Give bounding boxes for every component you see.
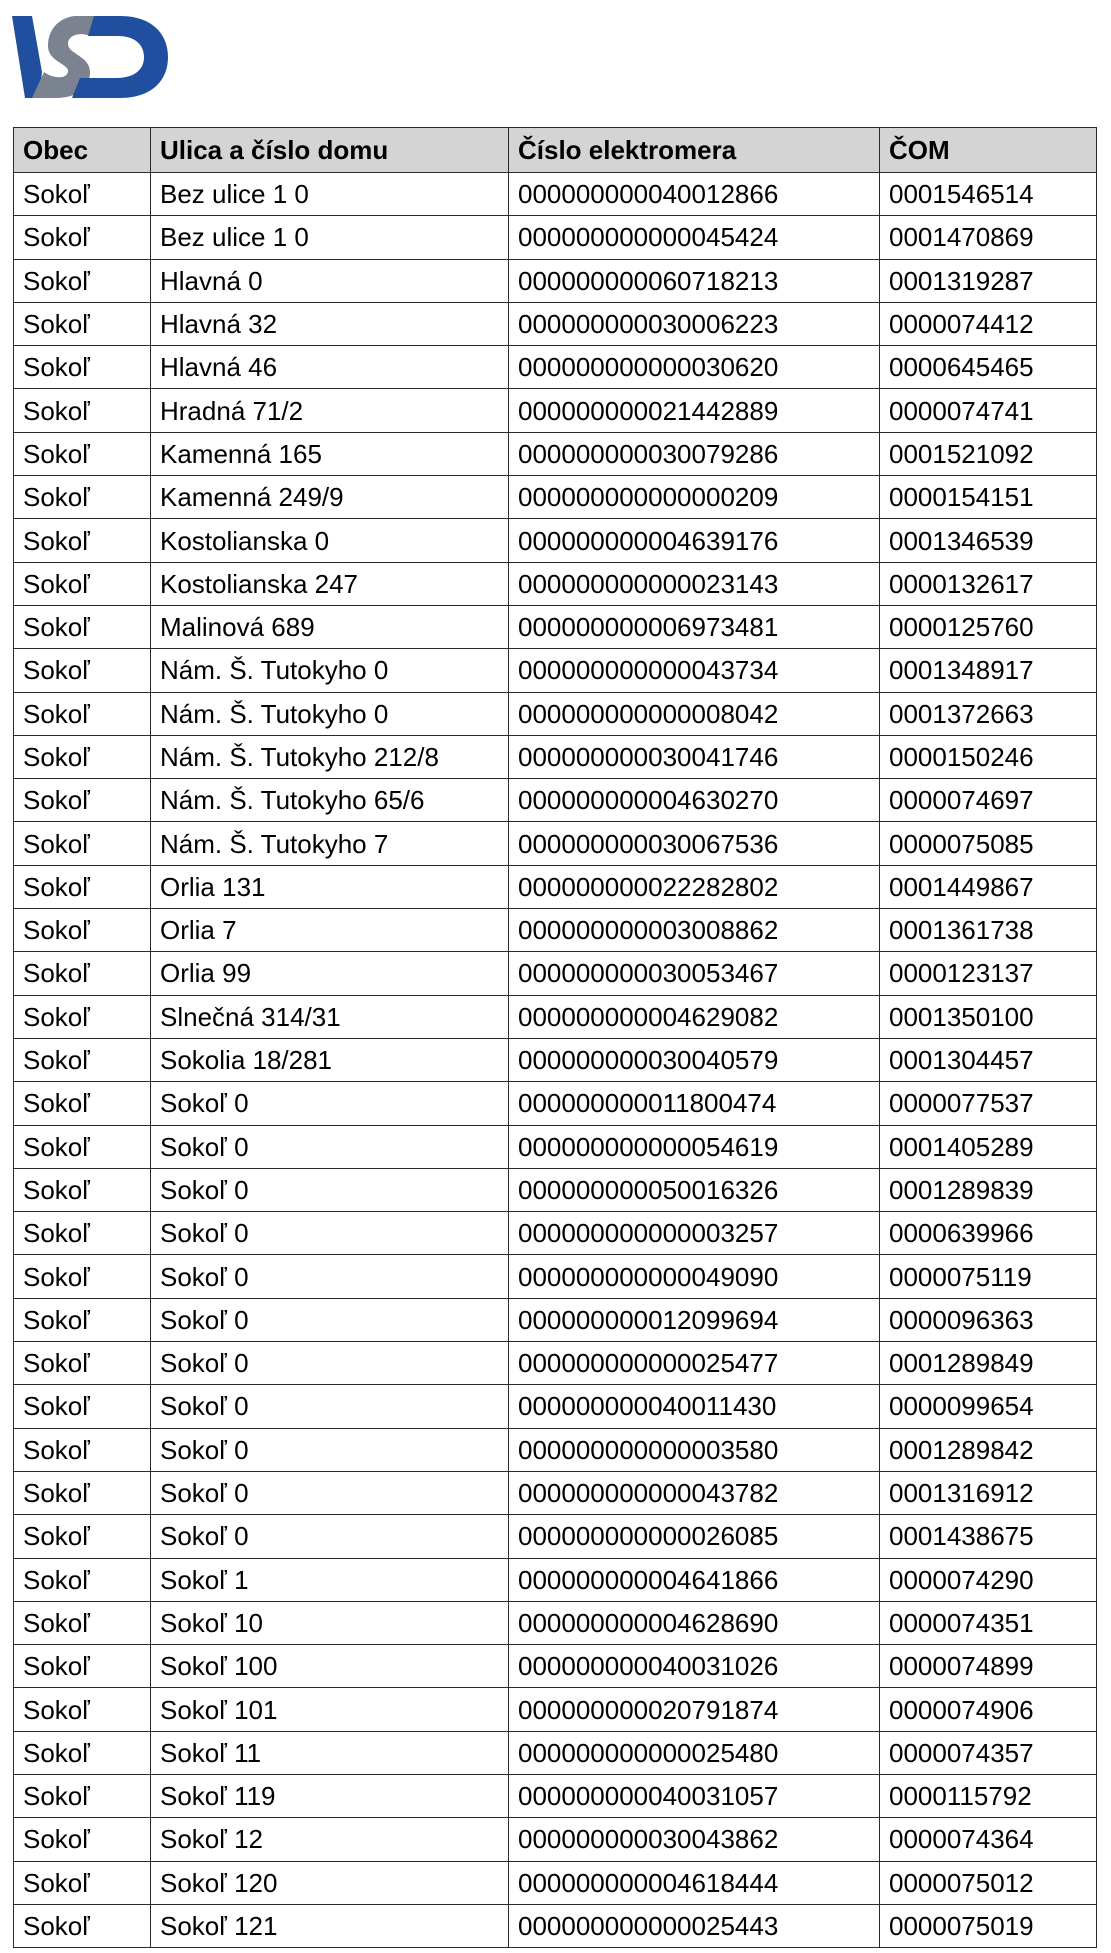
cell-ulica: Orlia 131: [151, 865, 509, 908]
table-header-row: [14, 128, 1097, 173]
table-row: [14, 1904, 1097, 1947]
cell-ulica: Sokoľ 0: [151, 1385, 509, 1428]
cell-obec: Sokoľ: [14, 216, 151, 259]
cell-cislo-elektromera: 000000000000003580: [509, 1428, 880, 1471]
cell-obec: Sokoľ: [14, 865, 151, 908]
cell-com: 0000075119: [880, 1255, 1097, 1298]
cell-ulica: Sokoľ 0: [151, 1125, 509, 1168]
cell-cislo-elektromera: 000000000021442889: [509, 389, 880, 432]
cell-com: 0000074357: [880, 1731, 1097, 1774]
cell-com: 0000132617: [880, 562, 1097, 605]
cell-com: 0000074290: [880, 1558, 1097, 1601]
cell-obec: Sokoľ: [14, 1125, 151, 1168]
cell-obec: Sokoľ: [14, 1212, 151, 1255]
vsd-logo-mark: [12, 14, 168, 100]
table-row: [14, 519, 1097, 562]
cell-com: 0000099654: [880, 1385, 1097, 1428]
cell-ulica: Sokoľ 0: [151, 1082, 509, 1125]
cell-ulica: Sokoľ 0: [151, 1342, 509, 1385]
cell-obec: Sokoľ: [14, 432, 151, 475]
cell-com: 0000074364: [880, 1818, 1097, 1861]
cell-com: 0000075085: [880, 822, 1097, 865]
cell-obec: Sokoľ: [14, 952, 151, 995]
cell-ulica: Nám. Š. Tutokyho 7: [151, 822, 509, 865]
cell-obec: Sokoľ: [14, 735, 151, 778]
cell-com: 0000075012: [880, 1861, 1097, 1904]
cell-obec: Sokoľ: [14, 1774, 151, 1817]
cell-obec: Sokoľ: [14, 259, 151, 302]
cell-cislo-elektromera: 000000000000043734: [509, 649, 880, 692]
cell-ulica: Sokoľ 121: [151, 1904, 509, 1947]
table-row: [14, 952, 1097, 995]
table-row: [14, 1471, 1097, 1514]
header-ulica: Ulica a číslo domu: [151, 128, 509, 173]
cell-com: 0000123137: [880, 952, 1097, 995]
cell-com: 0001361738: [880, 909, 1097, 952]
table-row: [14, 1861, 1097, 1904]
cell-com: 0001470869: [880, 216, 1097, 259]
cell-obec: Sokoľ: [14, 1428, 151, 1471]
table-row: [14, 1255, 1097, 1298]
cell-obec: Sokoľ: [14, 779, 151, 822]
table-row: [14, 605, 1097, 648]
cell-cislo-elektromera: 000000000003008862: [509, 909, 880, 952]
cell-com: 0000150246: [880, 735, 1097, 778]
table-row: [14, 1558, 1097, 1601]
cell-cislo-elektromera: 000000000030079286: [509, 432, 880, 475]
table-row: [14, 1601, 1097, 1644]
cell-obec: Sokoľ: [14, 1818, 151, 1861]
cell-obec: Sokoľ: [14, 692, 151, 735]
cell-obec: Sokoľ: [14, 389, 151, 432]
table-row: [14, 1342, 1097, 1385]
cell-cislo-elektromera: 000000000000030620: [509, 346, 880, 389]
cell-com: 0001521092: [880, 432, 1097, 475]
cell-cislo-elektromera: 000000000000025477: [509, 1342, 880, 1385]
table-row: [14, 1774, 1097, 1817]
cell-ulica: Sokoľ 12: [151, 1818, 509, 1861]
cell-com: 0001319287: [880, 259, 1097, 302]
cell-obec: Sokoľ: [14, 562, 151, 605]
table-row: [14, 909, 1097, 952]
cell-ulica: Hradná 71/2: [151, 389, 509, 432]
cell-com: 0000074697: [880, 779, 1097, 822]
table-row: [14, 1645, 1097, 1688]
table-row: [14, 865, 1097, 908]
table-row: [14, 1385, 1097, 1428]
cell-ulica: Sokoľ 1: [151, 1558, 509, 1601]
cell-ulica: Bez ulice 1 0: [151, 173, 509, 216]
cell-cislo-elektromera: 000000000011800474: [509, 1082, 880, 1125]
table-row: [14, 432, 1097, 475]
cell-obec: Sokoľ: [14, 1168, 151, 1211]
cell-cislo-elektromera: 000000000004628690: [509, 1601, 880, 1644]
table-row: [14, 1515, 1097, 1558]
cell-cislo-elektromera: 000000000004630270: [509, 779, 880, 822]
cell-cislo-elektromera: 000000000000049090: [509, 1255, 880, 1298]
cell-com: 0000074412: [880, 302, 1097, 345]
cell-com: 0001350100: [880, 995, 1097, 1038]
cell-obec: Sokoľ: [14, 909, 151, 952]
cell-cislo-elektromera: 000000000006973481: [509, 605, 880, 648]
cell-ulica: Nám. Š. Tutokyho 212/8: [151, 735, 509, 778]
cell-com: 0001289842: [880, 1428, 1097, 1471]
table-row: [14, 173, 1097, 216]
cell-obec: Sokoľ: [14, 1558, 151, 1601]
cell-com: 0001372663: [880, 692, 1097, 735]
cell-ulica: Orlia 7: [151, 909, 509, 952]
table-row: [14, 649, 1097, 692]
cell-com: 0000639966: [880, 1212, 1097, 1255]
cell-cislo-elektromera: 000000000000003257: [509, 1212, 880, 1255]
cell-ulica: Sokoľ 0: [151, 1212, 509, 1255]
table-row: [14, 735, 1097, 778]
cell-obec: Sokoľ: [14, 1385, 151, 1428]
table-row: [14, 1125, 1097, 1168]
logo-letter-v: [12, 16, 42, 98]
cell-obec: Sokoľ: [14, 302, 151, 345]
cell-ulica: Sokolia 18/281: [151, 1038, 509, 1081]
cell-ulica: Malinová 689: [151, 605, 509, 648]
cell-ulica: Sokoľ 0: [151, 1168, 509, 1211]
vsd-logo: [12, 14, 168, 100]
cell-obec: Sokoľ: [14, 1342, 151, 1385]
cell-cislo-elektromera: 000000000000026085: [509, 1515, 880, 1558]
cell-obec: Sokoľ: [14, 1731, 151, 1774]
cell-ulica: Hlavná 32: [151, 302, 509, 345]
cell-cislo-elektromera: 000000000022282802: [509, 865, 880, 908]
cell-cislo-elektromera: 000000000004641866: [509, 1558, 880, 1601]
cell-cislo-elektromera: 000000000000025480: [509, 1731, 880, 1774]
cell-obec: Sokoľ: [14, 1255, 151, 1298]
table-row: [14, 995, 1097, 1038]
cell-obec: Sokoľ: [14, 1861, 151, 1904]
cell-ulica: Orlia 99: [151, 952, 509, 995]
cell-com: 0000074906: [880, 1688, 1097, 1731]
table-row: [14, 302, 1097, 345]
cell-ulica: Kamenná 249/9: [151, 476, 509, 519]
cell-cislo-elektromera: 000000000040011430: [509, 1385, 880, 1428]
cell-ulica: Sokoľ 0: [151, 1515, 509, 1558]
cell-cislo-elektromera: 000000000000000209: [509, 476, 880, 519]
cell-ulica: Sokoľ 0: [151, 1255, 509, 1298]
table-row: [14, 822, 1097, 865]
cell-ulica: Sokoľ 100: [151, 1645, 509, 1688]
table-row: [14, 779, 1097, 822]
table-row: [14, 259, 1097, 302]
cell-com: 0000074741: [880, 389, 1097, 432]
meter-table: [13, 127, 1097, 1948]
cell-obec: Sokoľ: [14, 519, 151, 562]
table-row: [14, 1038, 1097, 1081]
cell-obec: Sokoľ: [14, 822, 151, 865]
cell-obec: Sokoľ: [14, 1038, 151, 1081]
cell-obec: Sokoľ: [14, 995, 151, 1038]
cell-ulica: Sokoľ 101: [151, 1688, 509, 1731]
table-row: [14, 562, 1097, 605]
cell-com: 0001449867: [880, 865, 1097, 908]
table-row: [14, 1168, 1097, 1211]
cell-com: 0000077537: [880, 1082, 1097, 1125]
cell-com: 0001316912: [880, 1471, 1097, 1514]
cell-com: 0000074351: [880, 1601, 1097, 1644]
cell-obec: Sokoľ: [14, 649, 151, 692]
cell-obec: Sokoľ: [14, 1688, 151, 1731]
cell-obec: Sokoľ: [14, 173, 151, 216]
cell-obec: Sokoľ: [14, 1515, 151, 1558]
cell-com: 0000115792: [880, 1774, 1097, 1817]
cell-com: 0001546514: [880, 173, 1097, 216]
cell-com: 0001289839: [880, 1168, 1097, 1211]
cell-com: 0001348917: [880, 649, 1097, 692]
cell-ulica: Nám. Š. Tutokyho 0: [151, 692, 509, 735]
cell-ulica: Hlavná 0: [151, 259, 509, 302]
cell-cislo-elektromera: 000000000000054619: [509, 1125, 880, 1168]
cell-obec: Sokoľ: [14, 1601, 151, 1644]
cell-cislo-elektromera: 000000000030006223: [509, 302, 880, 345]
table-body: [14, 173, 1097, 1948]
table-row: [14, 692, 1097, 735]
cell-com: 0001304457: [880, 1038, 1097, 1081]
table-row: [14, 1428, 1097, 1471]
cell-ulica: Slnečná 314/31: [151, 995, 509, 1038]
cell-ulica: Sokoľ 0: [151, 1428, 509, 1471]
cell-cislo-elektromera: 000000000000023143: [509, 562, 880, 605]
cell-ulica: Sokoľ 120: [151, 1861, 509, 1904]
header-obec: Obec: [14, 128, 151, 173]
cell-com: 0000075019: [880, 1904, 1097, 1947]
cell-obec: Sokoľ: [14, 1471, 151, 1514]
cell-ulica: Kostolianska 0: [151, 519, 509, 562]
cell-cislo-elektromera: 000000000020791874: [509, 1688, 880, 1731]
cell-obec: Sokoľ: [14, 605, 151, 648]
cell-ulica: Sokoľ 10: [151, 1601, 509, 1644]
cell-cislo-elektromera: 000000000030053467: [509, 952, 880, 995]
cell-cislo-elektromera: 000000000000043782: [509, 1471, 880, 1514]
table-row: [14, 1688, 1097, 1731]
cell-cislo-elektromera: 000000000030041746: [509, 735, 880, 778]
cell-ulica: Hlavná 46: [151, 346, 509, 389]
cell-ulica: Kostolianska 247: [151, 562, 509, 605]
table-row: [14, 476, 1097, 519]
cell-cislo-elektromera: 000000000012099694: [509, 1298, 880, 1341]
cell-cislo-elektromera: 000000000030040579: [509, 1038, 880, 1081]
cell-obec: Sokoľ: [14, 1645, 151, 1688]
cell-cislo-elektromera: 000000000040031057: [509, 1774, 880, 1817]
cell-cislo-elektromera: 000000000030067536: [509, 822, 880, 865]
table-row: [14, 1298, 1097, 1341]
cell-obec: Sokoľ: [14, 1298, 151, 1341]
cell-com: 0000096363: [880, 1298, 1097, 1341]
cell-ulica: Sokoľ 119: [151, 1774, 509, 1817]
table-row: [14, 1082, 1097, 1125]
table-row: [14, 1212, 1097, 1255]
cell-cislo-elektromera: 000000000000045424: [509, 216, 880, 259]
header-cislo-elektromera: Číslo elektromera: [509, 128, 880, 173]
cell-cislo-elektromera: 000000000060718213: [509, 259, 880, 302]
cell-ulica: Nám. Š. Tutokyho 0: [151, 649, 509, 692]
cell-obec: Sokoľ: [14, 476, 151, 519]
cell-ulica: Sokoľ 0: [151, 1471, 509, 1514]
table-row: [14, 346, 1097, 389]
cell-obec: Sokoľ: [14, 1082, 151, 1125]
table-row: [14, 1731, 1097, 1774]
cell-cislo-elektromera: 000000000040031026: [509, 1645, 880, 1688]
cell-cislo-elektromera: 000000000004629082: [509, 995, 880, 1038]
cell-ulica: Kamenná 165: [151, 432, 509, 475]
cell-cislo-elektromera: 000000000040012866: [509, 173, 880, 216]
cell-com: 0000074899: [880, 1645, 1097, 1688]
cell-cislo-elektromera: 000000000050016326: [509, 1168, 880, 1211]
cell-cislo-elektromera: 000000000000025443: [509, 1904, 880, 1947]
cell-obec: Sokoľ: [14, 1904, 151, 1947]
cell-ulica: Sokoľ 11: [151, 1731, 509, 1774]
cell-com: 0001405289: [880, 1125, 1097, 1168]
table-row: [14, 389, 1097, 432]
cell-com: 0000154151: [880, 476, 1097, 519]
cell-com: 0001289849: [880, 1342, 1097, 1385]
cell-com: 0000645465: [880, 346, 1097, 389]
cell-ulica: Bez ulice 1 0: [151, 216, 509, 259]
table-row: [14, 1818, 1097, 1861]
cell-ulica: Nám. Š. Tutokyho 65/6: [151, 779, 509, 822]
cell-com: 0000125760: [880, 605, 1097, 648]
cell-cislo-elektromera: 000000000000008042: [509, 692, 880, 735]
cell-com: 0001346539: [880, 519, 1097, 562]
cell-obec: Sokoľ: [14, 346, 151, 389]
cell-ulica: Sokoľ 0: [151, 1298, 509, 1341]
cell-cislo-elektromera: 000000000004639176: [509, 519, 880, 562]
cell-cislo-elektromera: 000000000030043862: [509, 1818, 880, 1861]
cell-com: 0001438675: [880, 1515, 1097, 1558]
cell-cislo-elektromera: 000000000004618444: [509, 1861, 880, 1904]
header-com: ČOM: [880, 128, 1097, 173]
table-row: [14, 216, 1097, 259]
